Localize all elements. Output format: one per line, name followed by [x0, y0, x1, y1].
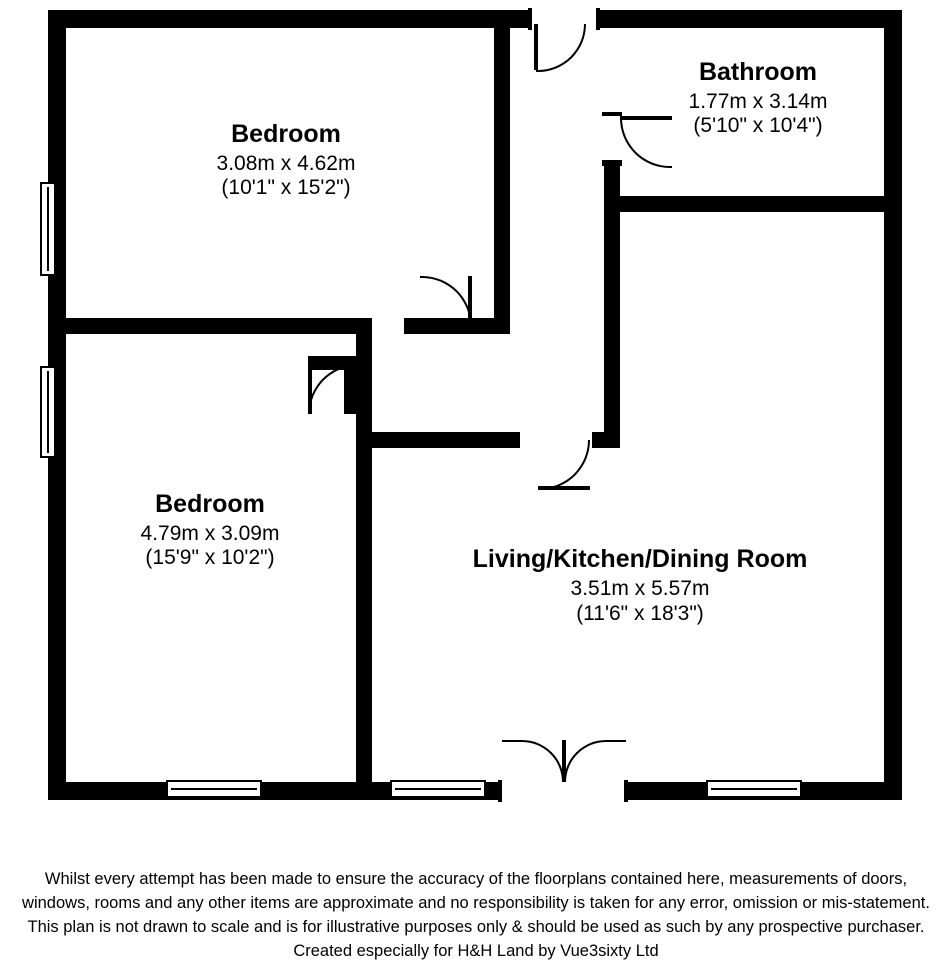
room-dim-imperial-bathroom: (5'10" x 10'4")	[693, 114, 823, 138]
door-swing-patio-left	[502, 740, 564, 782]
room-dim-imperial-bedroom-1: (10'1" x 15'2")	[221, 176, 351, 200]
opening-patio-doors	[500, 780, 628, 802]
wall-entry-left-jamb	[528, 8, 532, 30]
wall-entry-right-jamb	[596, 8, 600, 30]
room-label-bedroom-2	[50, 490, 370, 571]
window-left-upper	[40, 182, 56, 276]
room-label-bathroom	[598, 58, 918, 139]
door-swing-bedroom2	[308, 364, 360, 414]
wall-bathroom-door-jamb-bottom	[602, 160, 622, 166]
wall-bathroom-bottom	[620, 196, 902, 212]
room-label-bedroom-1	[126, 120, 446, 201]
door-leaf-bedroom2	[308, 362, 312, 414]
window-left-lower	[40, 366, 56, 458]
disclaimer-line-3: This plan is not drawn to scale and is for illustrative purposes only & should be used as such by any prospective purchaser.	[27, 917, 925, 936]
room-name-bedroom-1: Bedroom	[231, 120, 341, 148]
door-leaf-bedroom1	[468, 276, 472, 326]
room-dim-metric-bedroom-1: 3.08m x 4.62m	[216, 151, 356, 175]
room-name-living-kitchen-dining: Living/Kitchen/Dining Room	[472, 545, 808, 573]
room-name-bathroom: Bathroom	[698, 58, 818, 86]
door-swing-living	[538, 440, 590, 490]
door-leaf-patio-center	[562, 740, 566, 782]
wall-exterior-top-left	[48, 10, 530, 28]
wall-bedroom1-bottom	[66, 318, 372, 334]
door-swing-bedroom1	[420, 276, 472, 326]
room-dim-metric-bedroom-2: 4.79m x 3.09m	[140, 521, 280, 545]
disclaimer-line-4: Created especially for H&H Land by Vue3sixty Ltd	[293, 941, 659, 960]
wall-bedroom1-right	[494, 10, 510, 332]
window-bottom-bedroom2-a	[166, 780, 262, 798]
door-swing-entry	[536, 24, 586, 72]
wall-jamb-bedroom1-door	[404, 318, 418, 334]
room-label-living-kitchen-dining	[470, 544, 810, 627]
door-leaf-living	[538, 486, 590, 490]
wall-patio-right-jamb	[624, 780, 628, 802]
room-dim-metric-bathroom: 1.77m x 3.14m	[688, 89, 828, 113]
wall-living-left-upper	[604, 160, 620, 448]
window-bottom-bedroom2-b	[390, 780, 486, 798]
disclaimer-line-2: windows, rooms and any other items are approximate and no responsibility is taken for any error, omission or mis-statement.	[22, 893, 930, 912]
window-bottom-living	[706, 780, 802, 798]
disclaimer-line-1: Whilst every attempt has been made to ensure the accuracy of the floorplans contained here, measurements of doors,	[44, 870, 908, 888]
door-swing-patio-right	[564, 740, 626, 782]
wall-jamb-living-door	[506, 432, 520, 448]
room-dim-imperial-bedroom-2: (15'9" x 10'2")	[145, 546, 275, 570]
wall-patio-left-jamb	[498, 780, 502, 802]
room-dim-imperial-living-kitchen-dining: (11'6" x 18'3")	[576, 602, 704, 626]
room-dim-metric-living-kitchen-dining: 3.51m x 5.57m	[570, 577, 710, 601]
wall-exterior-top-right	[598, 10, 902, 28]
wall-hall-bottom	[356, 432, 518, 448]
disclaimer-text	[0, 868, 952, 964]
door-leaf-entry	[534, 24, 538, 70]
room-name-bedroom-2: Bedroom	[155, 490, 265, 518]
